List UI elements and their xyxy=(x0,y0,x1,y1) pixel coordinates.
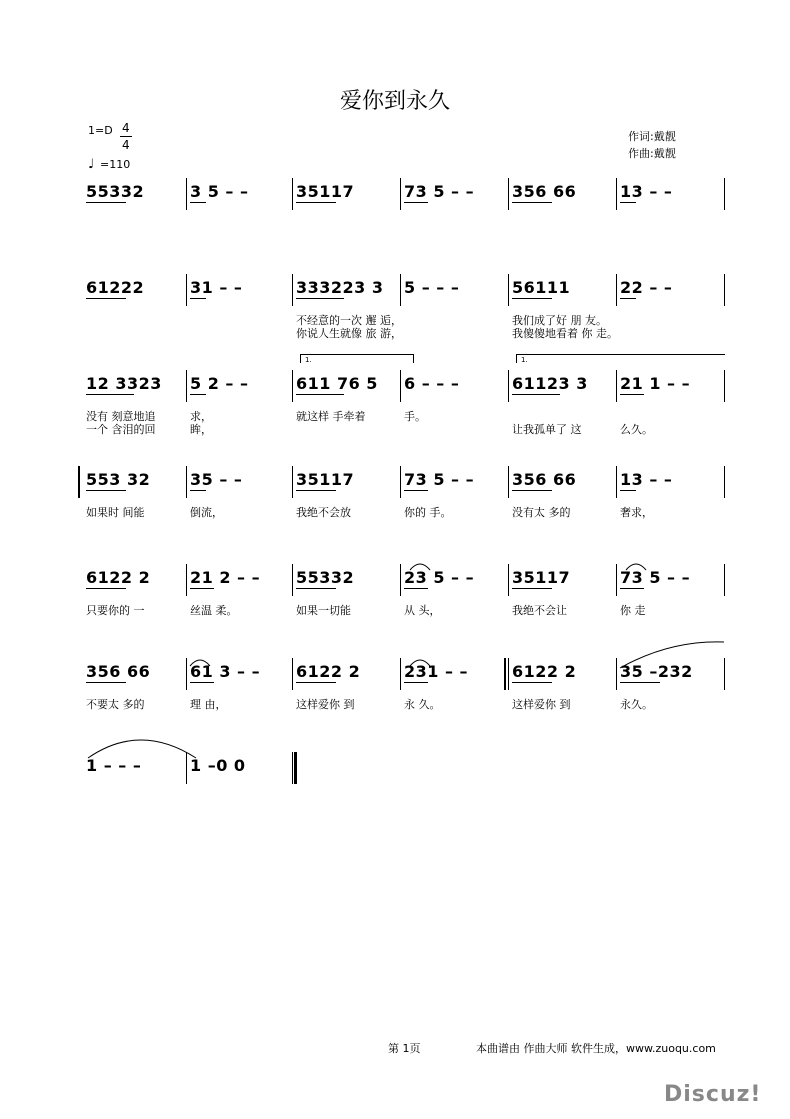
measure: 21 1 – – xyxy=(620,374,691,393)
quarter-note-icon: ♩ xyxy=(88,157,95,172)
measure: 22 – – xyxy=(620,278,673,297)
measure: 73 5 – – xyxy=(404,182,475,201)
slur-arc xyxy=(88,740,196,758)
volta-label: 1. xyxy=(521,356,528,364)
measure: 73 5 – – xyxy=(404,470,475,489)
lyric-line: 这样爱你 到 xyxy=(512,698,571,711)
measure: 5 – – – xyxy=(404,278,460,297)
slur-arc xyxy=(410,660,430,666)
measure: 61 3 – – xyxy=(190,662,261,681)
lyricist-credit: 作词:戴靓 xyxy=(628,130,676,143)
measure: 13 – – xyxy=(620,182,673,201)
measure: 356 66 xyxy=(512,182,577,201)
lyric-line: 求， xyxy=(190,410,212,423)
composer-credit: 作曲:戴靓 xyxy=(628,147,676,160)
slur-arc xyxy=(410,564,430,570)
song-title: 爱你到永久 xyxy=(339,89,450,114)
measure: 553 32 xyxy=(86,470,151,489)
measure: 6 – – – xyxy=(404,374,460,393)
measure: 61123 3 xyxy=(512,374,588,393)
measure: 6122 2 xyxy=(296,662,361,681)
measure: 56111 xyxy=(512,278,571,297)
measure: 35117 xyxy=(296,470,355,489)
measure: 356 66 xyxy=(86,662,151,681)
measure: 333223 3 xyxy=(296,278,384,297)
lyric-line: 理 由， xyxy=(190,698,227,711)
lyric-line: 你的 手。 xyxy=(404,506,452,519)
tempo: =110 xyxy=(100,158,131,171)
slur-arc xyxy=(190,660,210,666)
measure: 73 5 – – xyxy=(620,568,691,587)
page-number: 第 1页 xyxy=(388,1042,421,1055)
measure: 1 –0 0 xyxy=(190,756,246,775)
measure: 12 3323 xyxy=(86,374,162,393)
lyric-line: 么久。 xyxy=(620,423,653,436)
lyric-line: 倒流， xyxy=(190,506,223,519)
lyric-line: 我绝不会放 xyxy=(296,506,351,519)
lyric-line: 永 久。 xyxy=(404,698,441,711)
lyric-line: 就这样 手牵着 xyxy=(296,410,366,423)
time-signature-top: 4 xyxy=(122,121,130,135)
slur-arc xyxy=(626,564,646,570)
measure: 31 – – xyxy=(190,278,243,297)
lyric-line: 这样爱你 到 xyxy=(296,698,355,711)
lyric-line: 我们成了好 朋 友。 xyxy=(512,314,607,327)
time-signature-bottom: 4 xyxy=(122,138,130,152)
lyric-line: 没有太 多的 xyxy=(512,506,571,519)
lyric-line: 手。 xyxy=(404,410,426,423)
lyric-line: 让我孤单了 这 xyxy=(512,423,582,436)
slur-arc xyxy=(620,642,724,668)
measure: 3 5 – – xyxy=(190,182,249,201)
lyric-line: 你 走 xyxy=(620,604,646,617)
measure: 23 5 – – xyxy=(404,568,475,587)
measure: 356 66 xyxy=(512,470,577,489)
measure: 35117 xyxy=(296,182,355,201)
lyric-line: 奢求， xyxy=(620,506,653,519)
lyric-line: 丝温 柔。 xyxy=(190,604,238,617)
lyric-line: 一个 含泪的回 xyxy=(86,423,156,436)
key-signature: 1=D xyxy=(88,124,113,137)
lyric-line: 如果一切能 xyxy=(296,604,351,617)
measure: 61222 xyxy=(86,278,145,297)
lyric-line: 不经意的一次 邂 逅， xyxy=(296,314,402,327)
measure: 35 –232 xyxy=(620,662,693,681)
lyric-line: 如果时 间能 xyxy=(86,506,145,519)
lyric-line: 永久。 xyxy=(620,698,653,711)
measure: 611 76 5 xyxy=(296,374,378,393)
measure: 6122 2 xyxy=(512,662,577,681)
measure: 35117 xyxy=(512,568,571,587)
measure: 6122 2 xyxy=(86,568,151,587)
generator-credit: 本曲谱由 作曲大师 软件生成，www.zuoqu.com xyxy=(476,1042,716,1055)
lyric-line: 不要太 多的 xyxy=(86,698,145,711)
measure: 35 – – xyxy=(190,470,243,489)
measure: 13 – – xyxy=(620,470,673,489)
measure: 1 – – – xyxy=(86,756,142,775)
lyric-line: 没有 刻意地追 xyxy=(86,410,156,423)
lyric-line: 只要你的 一 xyxy=(86,604,145,617)
lyric-line: 我绝不会让 xyxy=(512,604,567,617)
lyric-line: 眸， xyxy=(190,423,212,436)
measure: 5 2 – – xyxy=(190,374,249,393)
lyric-line: 你说人生就像 旅 游， xyxy=(296,327,402,340)
measure: 55332 xyxy=(296,568,355,587)
measure: 21 2 – – xyxy=(190,568,261,587)
lyric-line: 从 头， xyxy=(404,604,441,617)
measure: 231 – – xyxy=(404,662,469,681)
watermark-logo: Discuz! xyxy=(664,1082,762,1107)
measure: 55332 xyxy=(86,182,145,201)
volta-label: 1. xyxy=(305,356,312,364)
lyric-line: 我傻傻地看着 你 走。 xyxy=(512,327,618,340)
